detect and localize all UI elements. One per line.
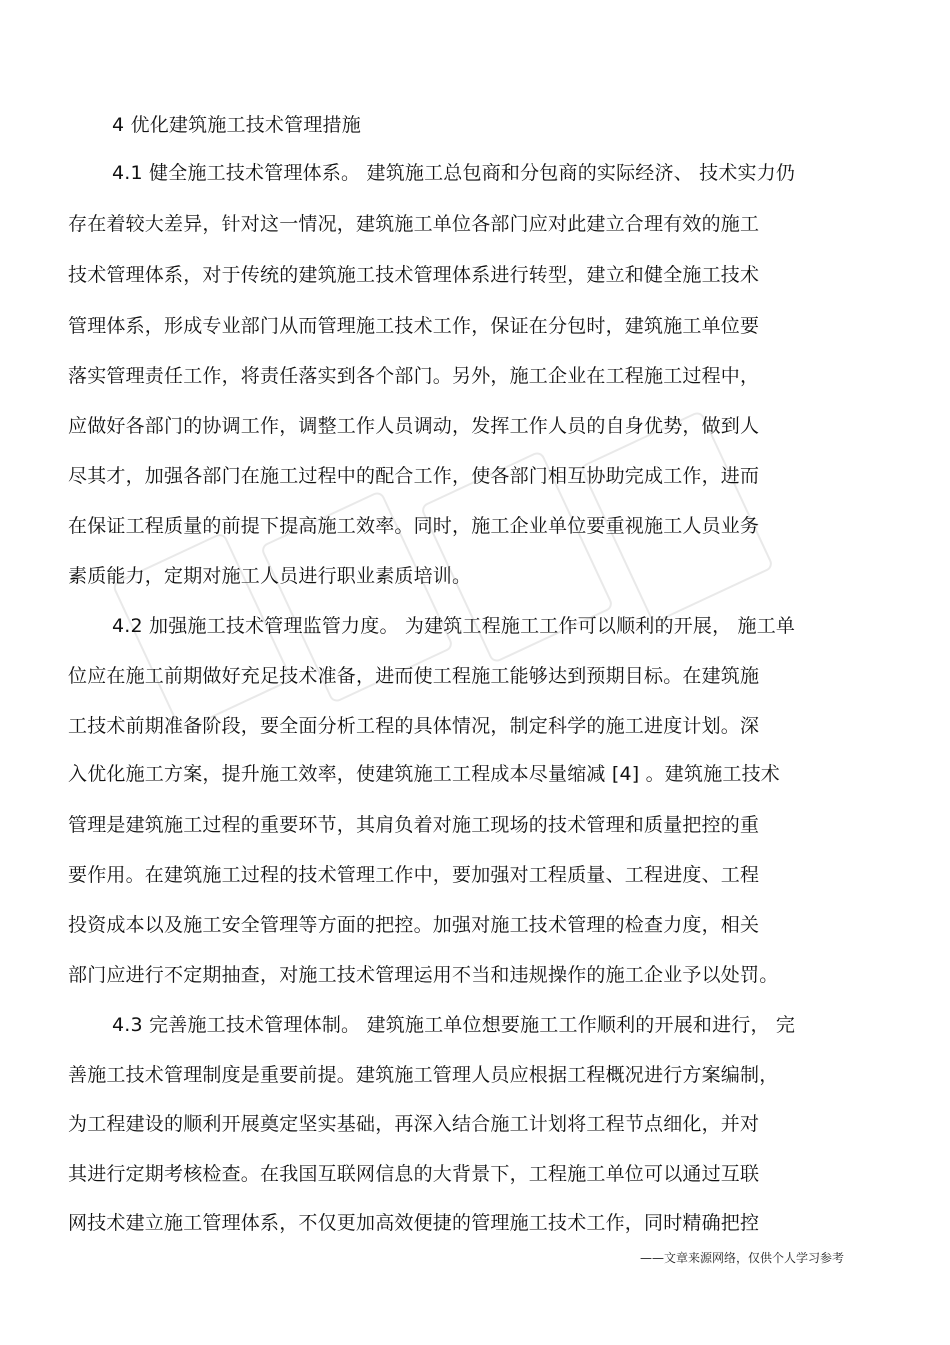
- paragraph-line: 4.1 健全施工技术管理体系。 建筑施工总包商和分包商的实际经济、 技术实力仍: [112, 162, 796, 184]
- paragraph-line: 管理是建筑施工过程的重要环节，其肩负着对施工现场的技术管理和质量把控的重: [68, 814, 760, 836]
- paragraph-line: 尽其才，加强各部门在施工过程中的配合工作，使各部门相互协助完成工作，进而: [68, 465, 760, 487]
- paragraph-line: 在保证工程质量的前提下提高施工效率。同时，施工企业单位要重视施工人员业务: [68, 515, 760, 537]
- paragraph-line: 位应在施工前期做好充足技术准备，进而使工程施工能够达到预期目标。在建筑施: [68, 665, 760, 687]
- paragraph-line: 要作用。在建筑施工过程的技术管理工作中，要加强对工程质量、工程进度、工程: [68, 864, 760, 886]
- paragraph-line: 工技术前期准备阶段，要全面分析工程的具体情况，制定科学的施工进度计划。深: [68, 715, 760, 737]
- paragraph-line: 素质能力，定期对施工人员进行职业素质培训。: [68, 565, 472, 587]
- paragraph-line: 落实管理责任工作，将责任落实到各个部门。另外，施工企业在工程施工过程中，: [68, 365, 760, 387]
- paragraph-line: 入优化施工方案，提升施工效率，使建筑施工工程成本尽量缩减 [4] 。建筑施工技术: [68, 763, 780, 785]
- paragraph-line: 技术管理体系，对于传统的建筑施工技术管理体系进行转型，建立和健全施工技术: [68, 264, 760, 286]
- paragraph-line: 4.3 完善施工技术管理体制。 建筑施工单位想要施工工作顺利的开展和进行， 完: [112, 1014, 796, 1036]
- paragraph-line: 应做好各部门的协调工作，调整工作人员调动，发挥工作人员的自身优势，做到人: [68, 415, 760, 437]
- paragraph-line: 为工程建设的顺利开展奠定坚实基础，再深入结合施工计划将工程节点细化，并对: [68, 1113, 760, 1135]
- paragraph-line: 管理体系，形成专业部门从而管理施工技术工作，保证在分包时，建筑施工单位要: [68, 315, 760, 337]
- paragraph-line: 网技术建立施工管理体系，不仅更加高效便捷的管理施工技术工作，同时精确把控: [68, 1212, 760, 1234]
- paragraph-line: 其进行定期考核检查。在我国互联网信息的大背景下，工程施工单位可以通过互联: [68, 1163, 760, 1185]
- footer-note: ——文章来源网络，仅供个人学习参考: [640, 1251, 845, 1265]
- paragraph-line: 投资成本以及施工安全管理等方面的把控。加强对施工技术管理的检查力度，相关: [68, 914, 760, 936]
- paragraph-line: 存在着较大差异，针对这一情况，建筑施工单位各部门应对此建立合理有效的施工: [68, 213, 760, 235]
- paragraph-line: 善施工技术管理制度是重要前提。建筑施工管理人员应根据工程概况进行方案编制，: [68, 1064, 779, 1086]
- paragraph-line: 4.2 加强施工技术管理监管力度。 为建筑工程施工工作可以顺利的开展， 施工单: [112, 615, 796, 637]
- heading-section-4: 4 优化建筑施工技术管理措施: [112, 114, 361, 136]
- paragraph-line: 部门应进行不定期抽查，对施工技术管理运用不当和违规操作的施工企业予以处罚。: [68, 964, 779, 986]
